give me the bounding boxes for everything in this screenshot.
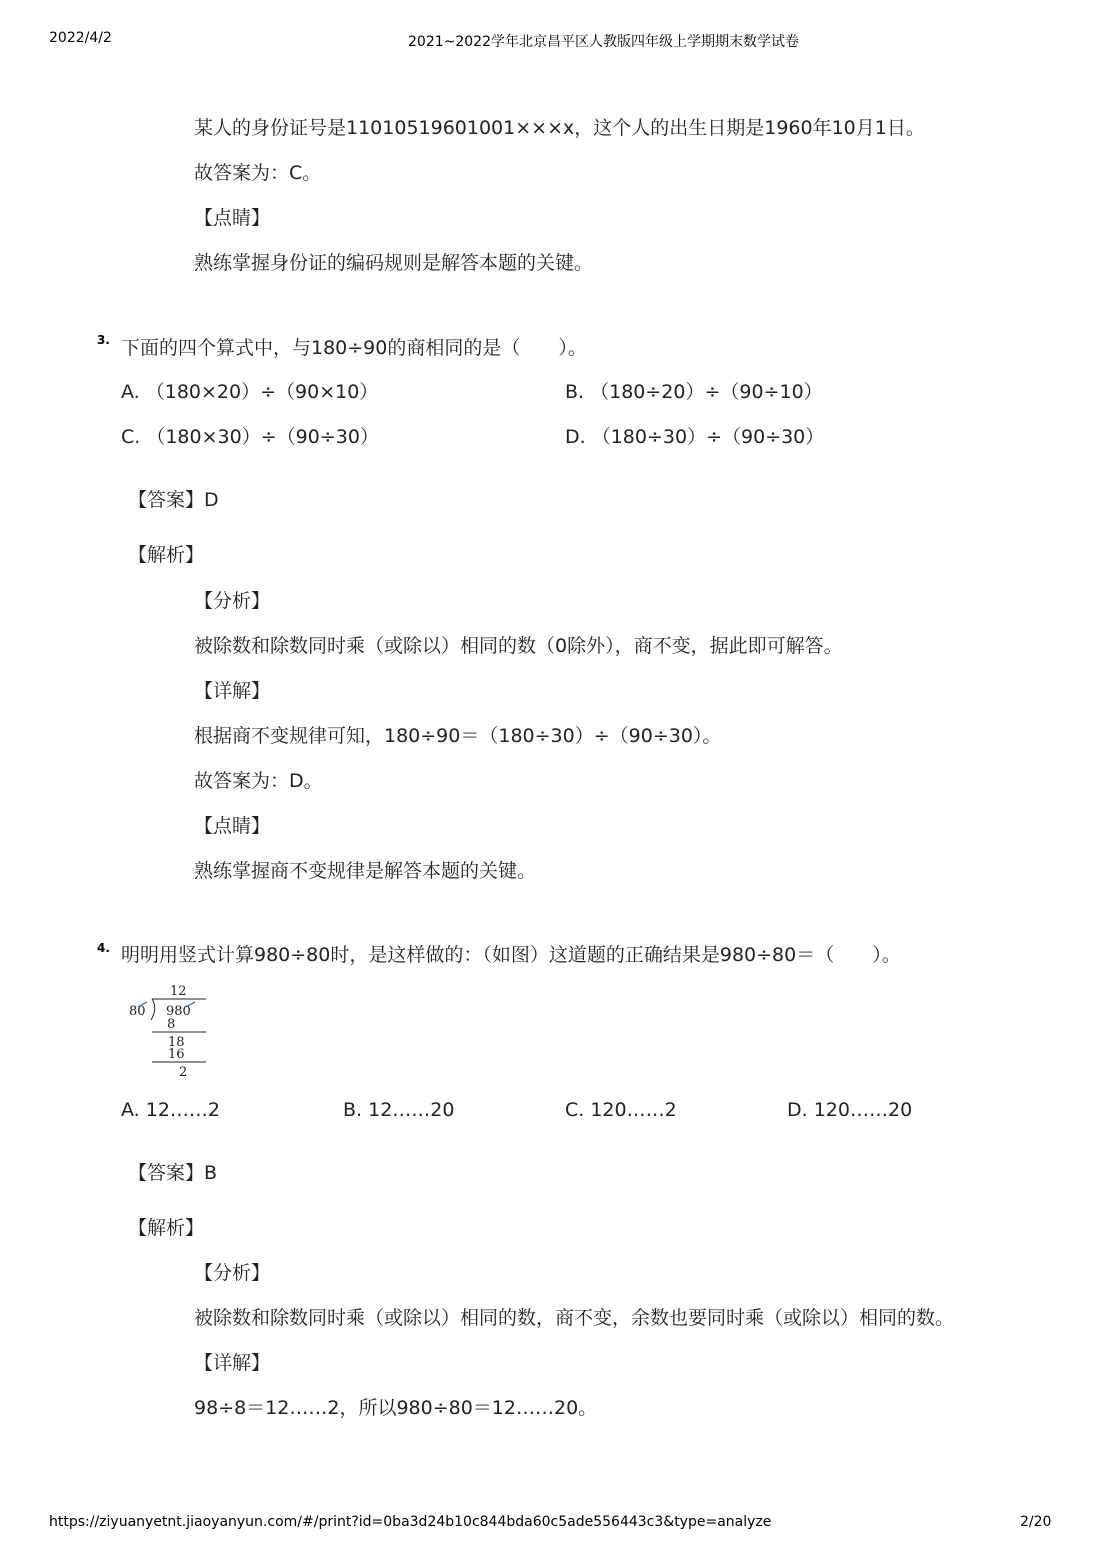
q3-tip-heading: 【点睛】 <box>194 815 271 837</box>
q4-option-b: B. 12……20 <box>343 1099 455 1121</box>
q2-explanation-line: 某人的身份证号是11010519601001×××x，这个人的出生日期是1960年10月1日。 <box>194 117 925 139</box>
q3-number: 3. <box>97 333 110 347</box>
q3-answer-line: 故答案为：D。 <box>194 770 323 792</box>
q4-option-c: C. 120……2 <box>565 1099 677 1121</box>
q3-option-b: B. （180÷20）÷（90÷10） <box>565 381 823 403</box>
q3-fenxi-heading: 【分析】 <box>194 590 271 612</box>
q3-fenxi-text: 被除数和除数同时乘（或除以）相同的数（0除外），商不变，据此即可解答。 <box>194 635 843 657</box>
figure-divisor: 80 <box>129 1004 146 1019</box>
figure-step2: 18 <box>168 1035 185 1050</box>
document-title: 2021~2022学年北京昌平区人教版四年级上学期期末数学试卷 <box>408 34 799 50</box>
q4-option-d: D. 120……20 <box>787 1099 913 1121</box>
q2-tip-heading: 【点睛】 <box>194 207 271 229</box>
q3-option-c: C. （180×30）÷（90÷30） <box>121 426 379 448</box>
q4-answer: 【答案】B <box>128 1162 218 1184</box>
long-division-figure <box>124 980 214 1080</box>
page-number: 2/20 <box>1020 1514 1052 1530</box>
q4-fenxi-text: 被除数和除数同时乘（或除以）相同的数，商不变，余数也要同时乘（或除以）相同的数。 <box>194 1307 955 1329</box>
q3-tip-text: 熟练掌握商不变规律是解答本题的关键。 <box>194 860 537 882</box>
q3-xiangjie-heading: 【详解】 <box>194 680 271 702</box>
q4-xiangjie-heading: 【详解】 <box>194 1352 271 1374</box>
q4-option-a: A. 12……2 <box>121 1099 221 1121</box>
q3-xiangjie-text: 根据商不变规律可知，180÷90＝（180÷30）÷（90÷30）。 <box>194 725 722 747</box>
q3-option-d: D. （180÷30）÷（90÷30） <box>565 426 825 448</box>
footer-url: https://ziyuanyetnt.jiaoyanyun.com/#/print?id=0ba3d24b10c844bda60c5ade556443c3&type=analyze <box>49 1514 772 1530</box>
q3-answer: 【答案】D <box>128 489 219 511</box>
q4-xiangjie-text: 98÷8＝12……2，所以980÷80＝12……20。 <box>194 1397 598 1419</box>
q4-number: 4. <box>97 941 110 955</box>
q2-answer-line: 故答案为：C。 <box>194 162 322 184</box>
figure-dividend: 980 <box>166 1004 191 1019</box>
figure-remainder: 2 <box>179 1065 188 1080</box>
q4-stem: 明明用竖式计算980÷80时，是这样做的：（如图）这道题的正确结果是980÷80＝（ ）。 <box>121 944 901 966</box>
figure-quotient: 12 <box>170 984 187 999</box>
figure-step1: 8 <box>167 1017 176 1032</box>
q2-tip-text: 熟练掌握身份证的编码规则是解答本题的关键。 <box>194 252 594 274</box>
q4-fenxi-heading: 【分析】 <box>194 1262 271 1284</box>
q3-stem: 下面的四个算式中，与180÷90的商相同的是（ ）。 <box>121 337 587 359</box>
figure-step3: 16 <box>168 1047 185 1062</box>
print-date: 2022/4/2 <box>49 30 112 46</box>
q3-option-a: A. （180×20）÷（90×10） <box>121 381 379 403</box>
q3-analysis-heading: 【解析】 <box>128 544 205 566</box>
q4-analysis-heading: 【解析】 <box>128 1217 205 1239</box>
